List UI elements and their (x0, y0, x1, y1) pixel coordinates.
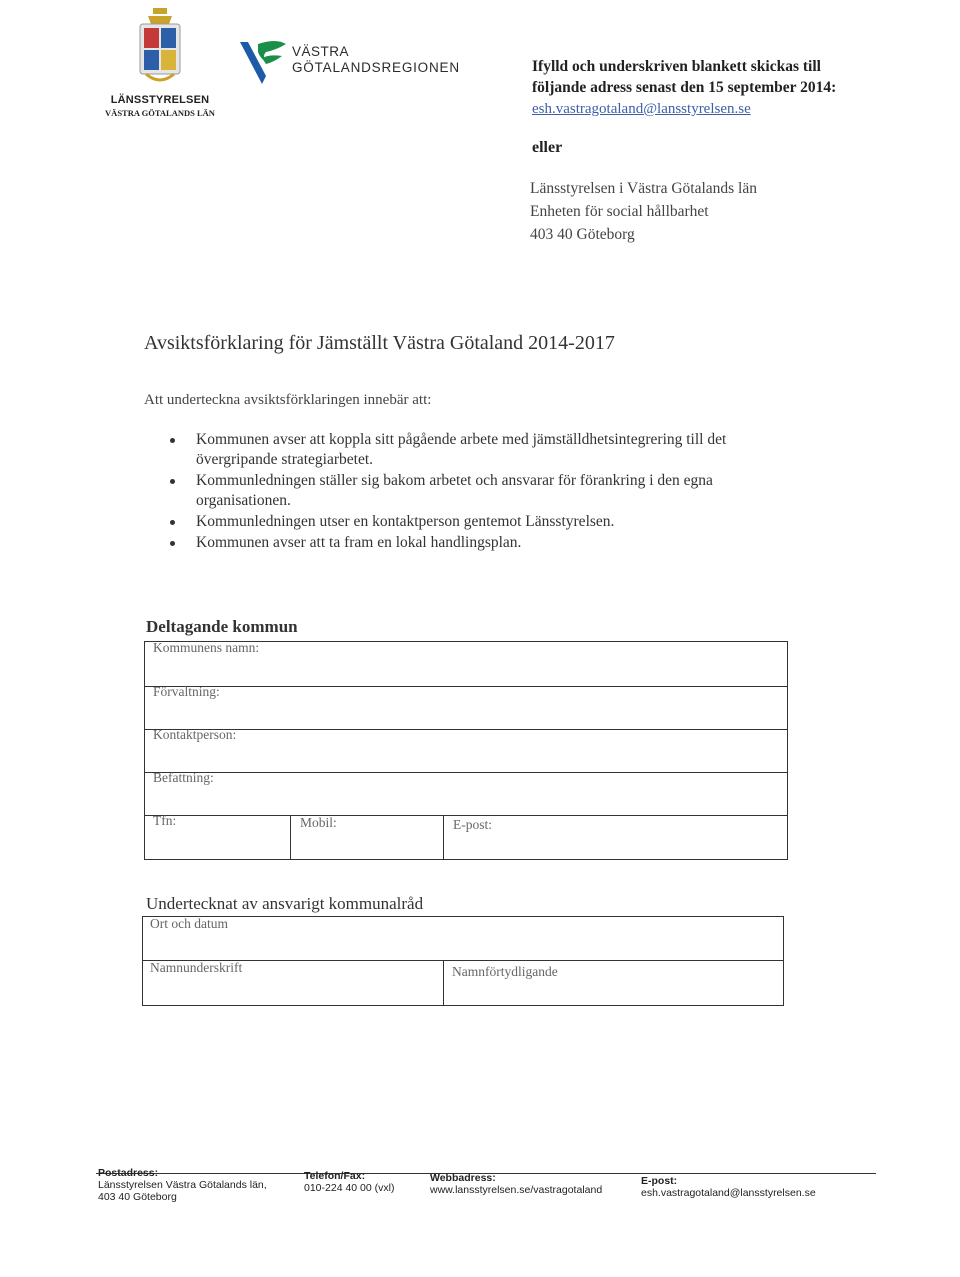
column-divider (443, 960, 444, 1006)
footer-email-heading: E-post: (641, 1175, 678, 1187)
footer-postal-line: 403 40 Göteborg (98, 1191, 177, 1203)
column-divider (443, 815, 444, 860)
document-title: Avsiktsförklaring för Jämställt Västra Götaland 2014-2017 (144, 332, 615, 354)
vgr-name-line1: VÄSTRA (292, 44, 350, 59)
lansstyrelsen-crest-icon (136, 6, 184, 90)
place-and-date-field[interactable]: Ort och datum (150, 916, 228, 931)
list-item: Kommunledningen ställer sig bakom arbetet och ansvarar för förankring i den egna organisationen. (168, 471, 808, 511)
phone-field[interactable]: Tfn: (153, 813, 177, 828)
vgr-name-line2: GÖTALANDSREGIONEN (292, 60, 460, 75)
footer-phone-line: 010-224 40 00 (vxl) (304, 1182, 395, 1194)
submission-instruction-line2: följande adress senast den 15 september 2014: (532, 79, 837, 96)
address-line: Länsstyrelsen i Västra Götalands län (530, 180, 757, 197)
municipality-name-field[interactable]: Kommunens namn: (153, 640, 260, 655)
footer-phone (304, 1170, 394, 1194)
list-item: Kommunen avser att ta fram en lokal handlingsplan. (168, 533, 808, 553)
footer-web (430, 1172, 602, 1196)
lansstyrelsen-county: VÄSTRA GÖTALANDS LÄN (105, 108, 215, 118)
participating-municipality-title: Deltagande kommun (146, 617, 298, 636)
or-label: eller (532, 139, 563, 156)
list-item: Kommunen avser att koppla sitt pågående arbete med jämställdhetsintegrering till det övergripande strategiarbetet. (168, 430, 808, 470)
vgr-logo-icon (236, 36, 288, 88)
lansstyrelsen-name: LÄNSSTYRELSEN (110, 94, 210, 106)
footer-email-link[interactable]: esh.vastragotaland@lansstyrelsen.se (641, 1187, 816, 1199)
signature-field[interactable]: Namnunderskrift (150, 960, 243, 975)
footer-postal-line: Länsstyrelsen Västra Götalands län, (98, 1179, 267, 1191)
row-divider (144, 772, 788, 773)
footer-web-heading: Webbadress: (430, 1172, 496, 1184)
footer-phone-heading: Telefon/Fax: (304, 1170, 366, 1182)
submission-instruction-line1: Ifylld och underskriven blankett skickas till (532, 58, 821, 75)
address-line: 403 40 Göteborg (530, 226, 635, 243)
contact-person-field[interactable]: Kontaktperson: (153, 727, 237, 742)
row-divider (144, 686, 788, 687)
submission-email-link[interactable]: esh.vastragotaland@lansstyrelsen.se (532, 101, 751, 117)
intro-text: Att underteckna avsiktsförklaringen innebär att: (144, 392, 432, 408)
column-divider (290, 815, 291, 860)
name-clarification-field[interactable]: Namnförtydligande (452, 964, 558, 979)
row-divider (144, 815, 788, 816)
mobile-field[interactable]: Mobil: (300, 815, 337, 830)
signed-by-title: Undertecknat av ansvarigt kommunalråd (146, 894, 424, 913)
footer-postal-heading: Postadress: (98, 1167, 159, 1179)
email-field[interactable]: E-post: (453, 817, 492, 832)
commitment-list (168, 430, 808, 554)
list-item: Kommunledningen utser en kontaktperson gentemot Länsstyrelsen. (168, 512, 808, 532)
job-title-field[interactable]: Befattning: (153, 770, 214, 785)
footer-postal (98, 1167, 267, 1203)
footer-email (641, 1175, 816, 1199)
address-line: Enheten för social hållbarhet (530, 203, 709, 220)
administration-field[interactable]: Förvaltning: (153, 684, 220, 699)
row-divider (144, 729, 788, 730)
footer-web-link[interactable]: www.lansstyrelsen.se/vastragotaland (430, 1184, 603, 1196)
